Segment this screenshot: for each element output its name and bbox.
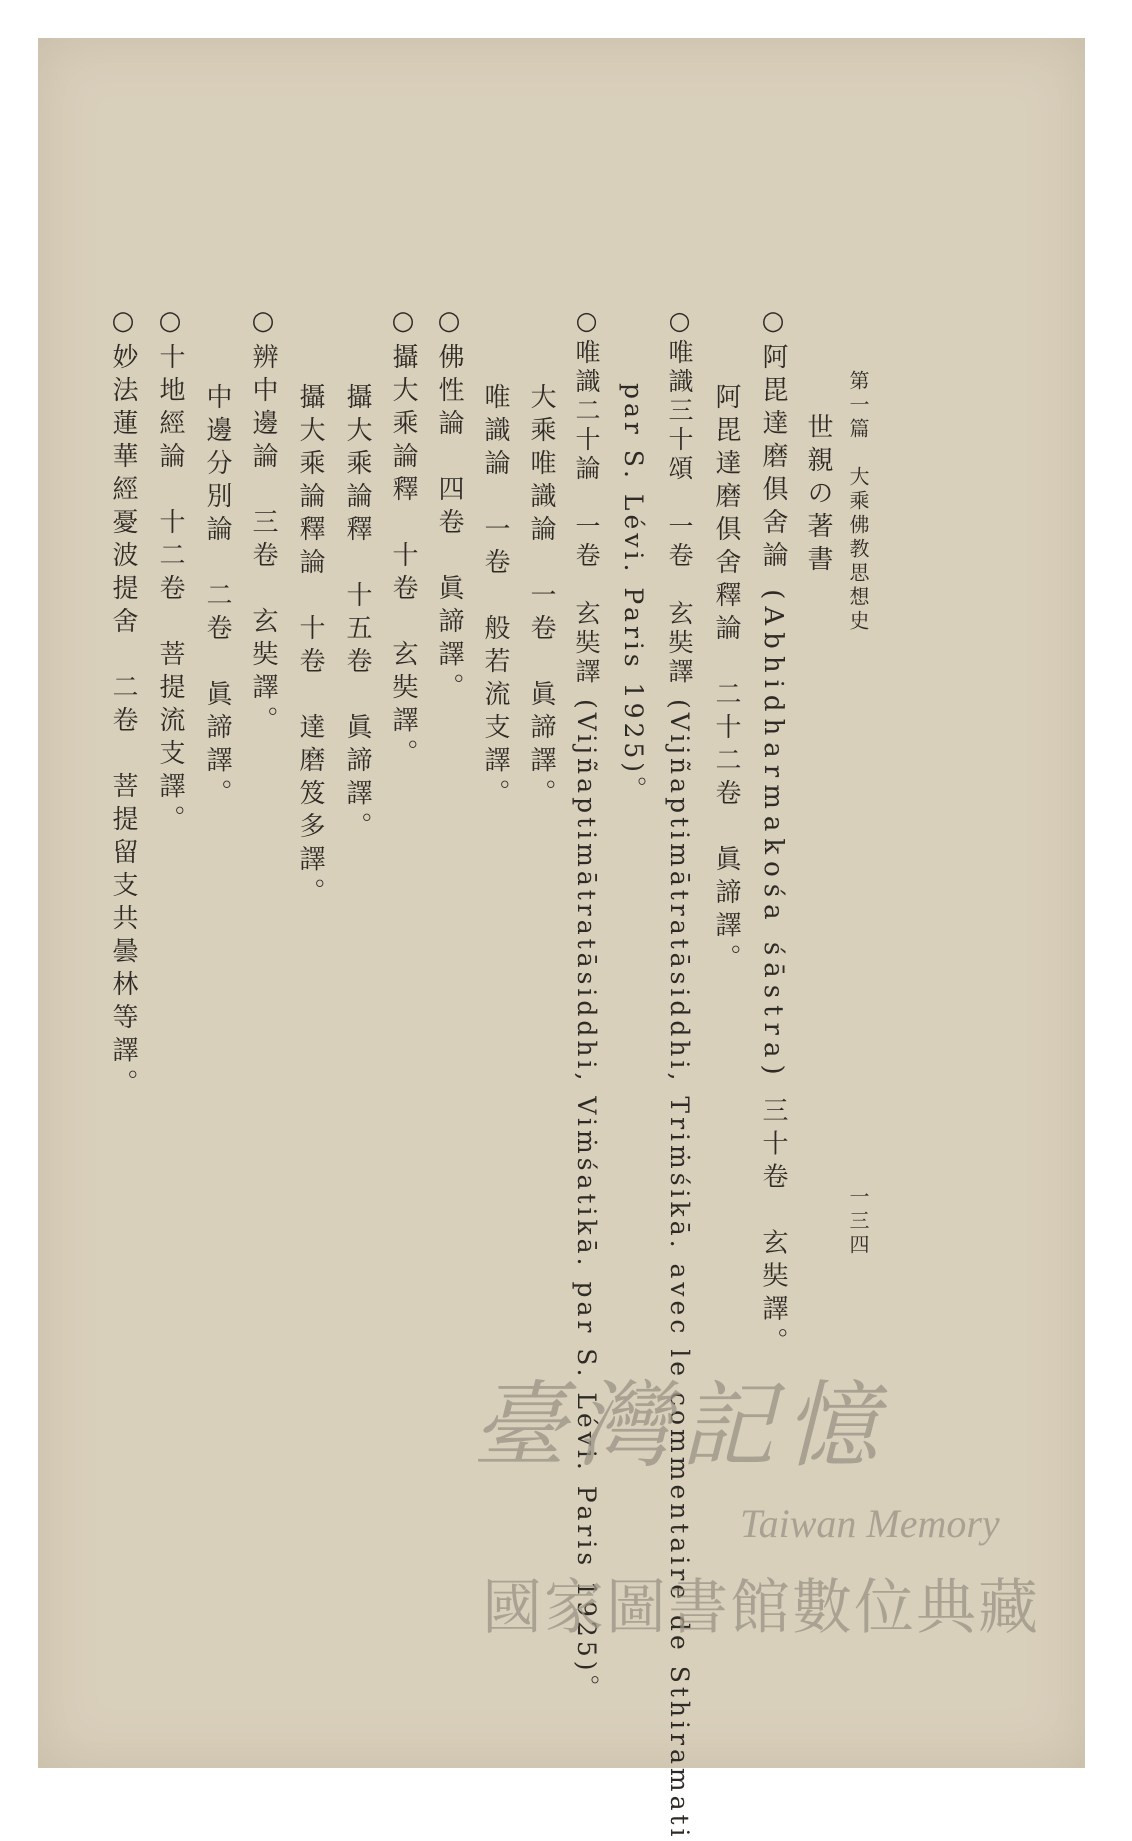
watermark-english: Taiwan Memory [740, 1501, 1000, 1546]
text-line: ○辨中邊論 三卷 玄奘譯。 [248, 306, 278, 739]
text-line: ○十地經論 十二卷 菩提流支譯。 [155, 306, 185, 838]
text-line: 阿毘達磨俱舍釋論 二十二卷 眞諦譯。 [711, 383, 741, 977]
text-line: ○佛性論 四卷 眞諦譯。 [434, 306, 464, 706]
text-line: ○唯識三十頌 一卷 玄奘譯 (Vijñaptimātratāsiddhi, Triṁśikā. avec le commentaire de Sthiramati [665, 306, 694, 1841]
text-line: 大乘唯識論 一卷 眞諦譯。 [526, 383, 556, 812]
text-line: 中邊分別論 二卷 眞諦譯。 [202, 383, 232, 812]
watermark-subtitle: 國家圖書館數位典藏 [482, 1573, 1040, 1643]
text-line: 唯識論 一卷 般若流支譯。 [480, 383, 510, 812]
text-line: ○妙法蓮華經憂波提舍 二卷 菩提留支共曇林等譯。 [108, 306, 138, 1102]
text-line: par S. Lévi. Paris 1925)。 [619, 383, 648, 806]
section-heading: 世親の著書 [803, 413, 833, 578]
page-number: 一三四 [846, 1186, 870, 1258]
text-line: ○唯識二十論 一卷 玄奘譯 (Vijñaptimātratāsiddhi, Viṁśatikā. par S. Lévi. Paris 1925)。 [572, 306, 601, 1704]
text-line: ○攝大乘論釋 十卷 玄奘譯。 [388, 306, 418, 772]
watermark-title: 臺灣記憶 [472, 1372, 889, 1481]
text-line: 攝大乘論釋 十五卷 眞諦譯。 [342, 383, 372, 845]
text-line: ○阿毘達磨俱舍論 (Abhidharmakośa śāstra) 三十卷 玄奘譯。 [758, 306, 788, 1361]
text-line: 攝大乘論釋論 十卷 達磨笈多譯。 [295, 383, 325, 911]
running-title: 第一篇 大乘佛教思想史 [846, 370, 870, 634]
